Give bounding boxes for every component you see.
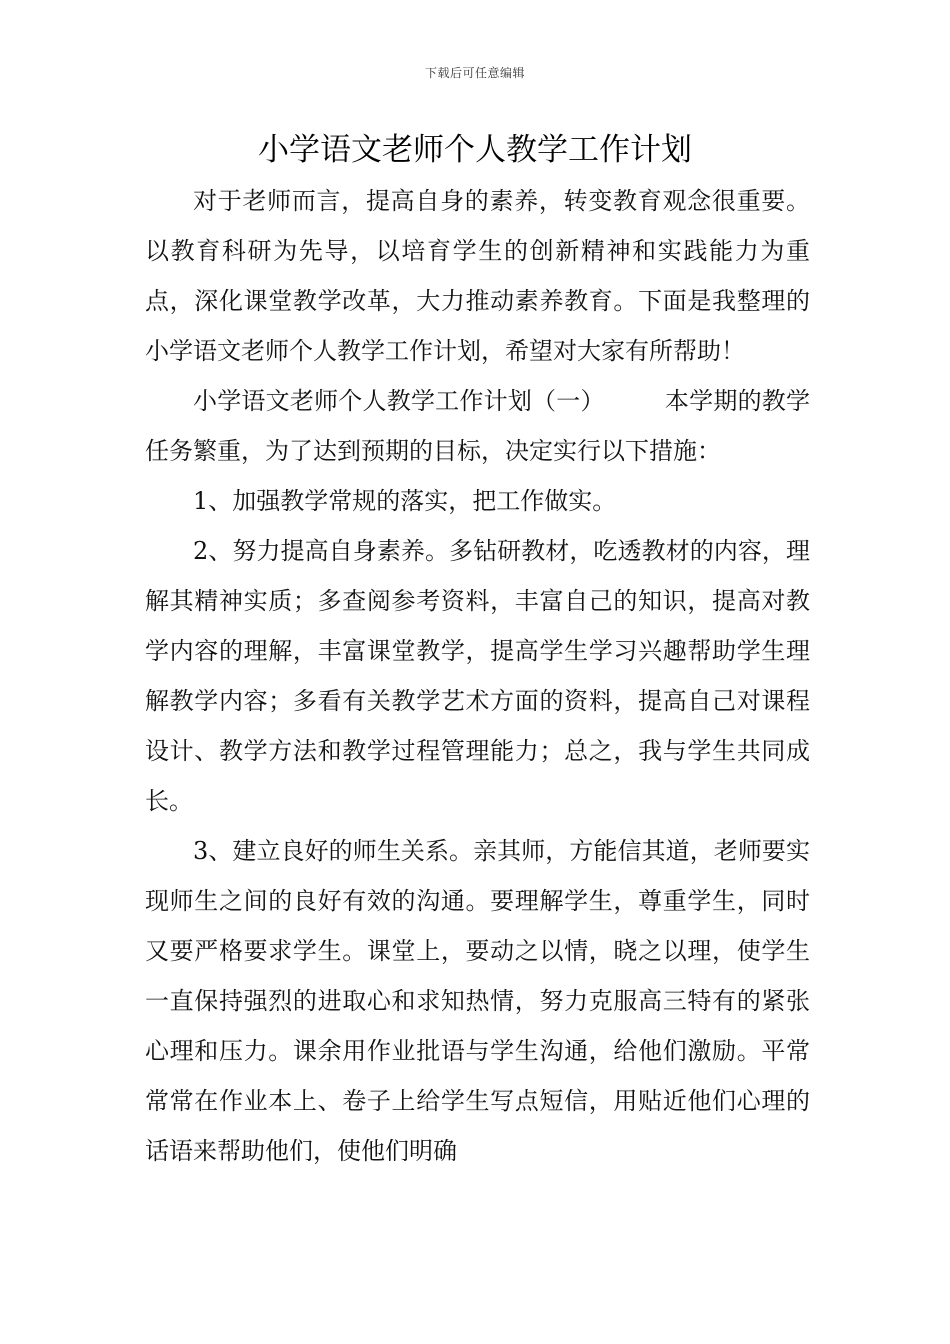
section-heading: 小学语文老师个人教学工作计划（一） bbox=[193, 387, 605, 415]
measure-paragraph-2: 2、努力提高自身素养。多钻研教材，吃透教材的内容，理解其精神实质；多查阅参考资料，丰富自己的知识，提高对教学内容的理解，丰富课堂教学，提高学生学习兴趣帮助学生理解教学内容；多看有关教学艺术方面的资料，提高自己对课程设计、教学方法和教学过程管理能力；总之，我与学生共同成长。 bbox=[145, 537, 810, 815]
document-body bbox=[145, 176, 810, 1176]
document-title: 小学语文老师个人教学工作计划 bbox=[258, 132, 692, 168]
measure-paragraph-1: 1、加强教学常规的落实，把工作做实。 bbox=[193, 487, 617, 515]
intro-paragraph: 对于老师而言，提高自身的素养，转变教育观念很重要。以教育科研为先导，以培育学生的创新精神和实践能力为重点，深化课堂教学改革，大力推动素养教育。下面是我整理的小学语文老师个人教学工作计划，希望对大家有所帮助！ bbox=[145, 187, 810, 365]
section-text: 本学期的教学任务繁重，为了达到预期的目标，决定实行以下措施： bbox=[145, 387, 811, 465]
measure-paragraph-3: 3、建立良好的师生关系。亲其师，方能信其道，老师要实现师生之间的良好有效的沟通。要理解学生，尊重学生，同时又要严格要求学生。课堂上，要动之以情，晓之以理，使学生一直保持强烈的进取心和求知热情，努力克服高三特有的紧张心理和压力。课余用作业批语与学生沟通，给他们激励。平常常常在作业本上、卷子上给学生写点短信，用贴近他们心理的话语来帮助他们，使他们明确 bbox=[145, 837, 810, 1165]
header-note: 下载后可任意编辑 bbox=[424, 66, 525, 80]
section-paragraph bbox=[145, 376, 810, 476]
